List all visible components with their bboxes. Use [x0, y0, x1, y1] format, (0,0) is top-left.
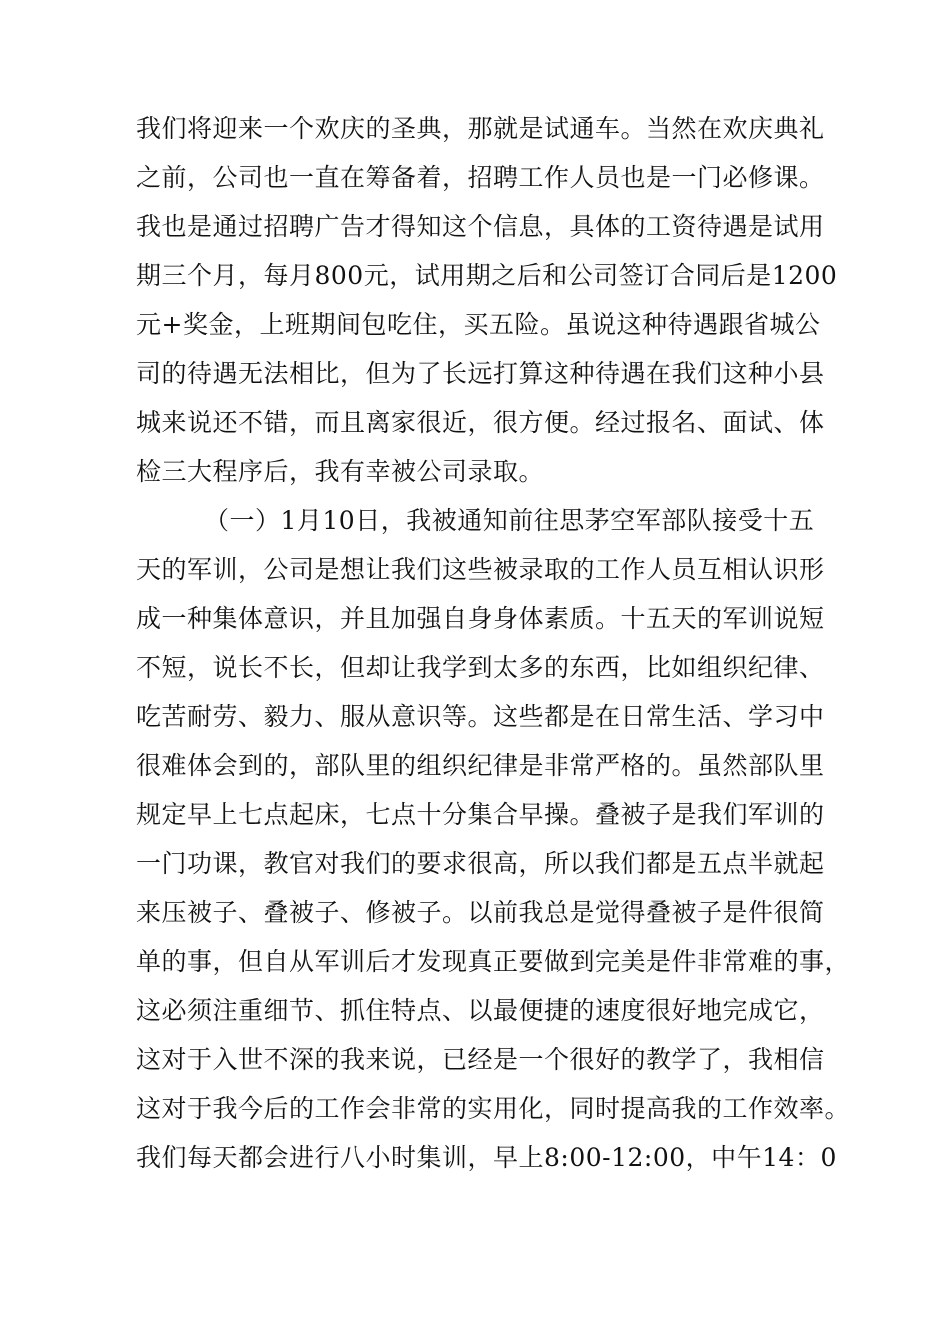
text-line: 不短，说长不长，但却让我学到太多的东西，比如组织纪律、 — [136, 653, 825, 682]
text-line: 单的事，但自从军训后才发现真正要做到完美是件非常难的事， — [136, 947, 851, 976]
text-line: 这对于我今后的工作会非常的实用化，同时提高我的工作效率。 — [136, 1094, 851, 1123]
text-line: 来压被子、叠被子、修被子。以前我总是觉得叠被子是件很简 — [136, 898, 825, 927]
text-line: 司的待遇无法相比，但为了长远打算这种待遇在我们这种小县 — [136, 359, 825, 388]
text-line: 一门功课，教官对我们的要求很高，所以我们都是五点半就起 — [136, 849, 825, 878]
paragraph-recruitment — [136, 104, 836, 496]
text-line: 这必须注重细节、抓住特点、以最便捷的速度很好地完成它， — [136, 996, 825, 1025]
text-line: 天的军训，公司是想让我们这些被录取的工作人员互相认识形 — [136, 555, 825, 584]
text-line: 城来说还不错，而且离家很近，很方便。经过报名、面试、体 — [136, 408, 825, 437]
text-line: 检三大程序后，我有幸被公司录取。 — [136, 457, 545, 486]
text-line: 之前，公司也一直在筹备着，招聘工作人员也是一门必修课。 — [136, 163, 825, 192]
text-line: 我也是通过招聘广告才得知这个信息，具体的工资待遇是试用 — [136, 212, 825, 241]
text-line: 元+奖金，上班期间包吃住，买五险。虽说这种待遇跟省城公 — [136, 310, 821, 339]
text-line: 吃苦耐劳、毅力、服从意识等。这些都是在日常生活、学习中 — [136, 702, 825, 731]
text-line: 规定早上七点起床，七点十分集合早操。叠被子是我们军训的 — [136, 800, 825, 829]
paragraph-military-training — [136, 496, 851, 1182]
text-line-indented: （一）1月10日，我被通知前往思茅空军部队接受十五 — [204, 506, 815, 535]
text-line: 这对于入世不深的我来说，已经是一个很好的教学了，我相信 — [136, 1045, 825, 1074]
text-line: 成一种集体意识，并且加强自身身体素质。十五天的军训说短 — [136, 604, 825, 633]
text-line: 期三个月，每月800元，试用期之后和公司签订合同后是1200 — [136, 261, 838, 290]
document-body — [136, 104, 851, 1182]
text-line: 我们将迎来一个欢庆的圣典，那就是试通车。当然在欢庆典礼 — [136, 114, 825, 143]
text-line: 我们每天都会进行八小时集训，早上8:00-12:00，中午14：0 — [136, 1143, 837, 1172]
text-line: 很难体会到的，部队里的组织纪律是非常严格的。虽然部队里 — [136, 751, 825, 780]
